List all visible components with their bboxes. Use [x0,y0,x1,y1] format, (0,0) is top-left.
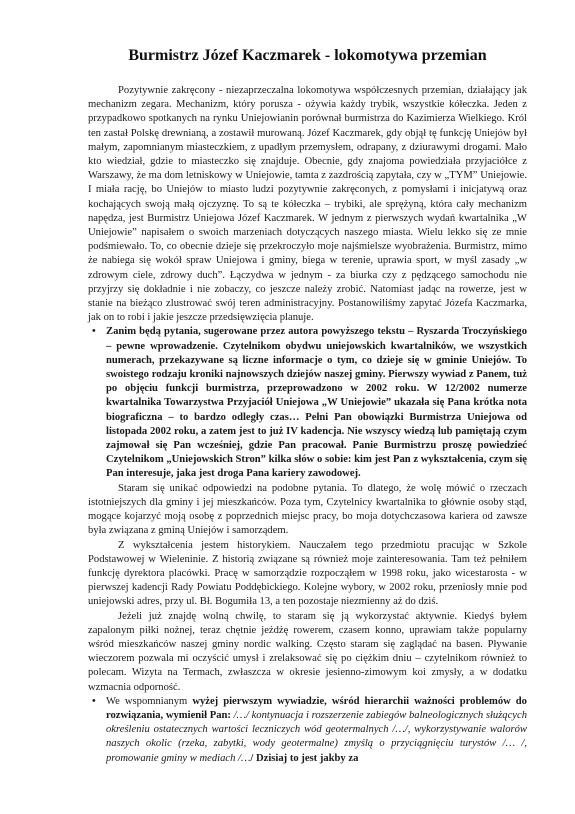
question-list-2 [88,695,527,766]
answer-paragraph-3: Jeżeli już znajdę wolną chwilę, to staram się ją wykorzystać aktywnie. Kiedyś byłem zapalonym piłki nożnej, teraz chętnie jeżdżę rowerem, czasem konno, uprawiam także popularny wśród mieszkańców naszej gminy nordic walking. Często staram się zaglądać na basen. Pływanie wieczorem pozwala mi oczyścić umysł i zrelaksować się po ciężkim dniu – czytelnikom również to polecam. Wizyta na Termach, zwłaszcza w okresie jesienno-zimowym koi zmysły, a w dodatku wzmacnia odporność. [88,610,527,693]
question-2-tail: / Dzisiaj to jest jakby za [250,752,359,764]
answer-paragraph-1: Staram się unikać odpowiedzi na podobne pytania. To dlatego, że wolę mówić o rzeczach istotniejszych dla gminy i jej mieszkańców. Poza tym, Czytelnicy kwartalnika to głównie osoby stąd, mogące kojarzyć moją osobę z poprzednich miejsc pracy, bo moja dotychczasowa kariera od zawsze była związana z gminą Uniejów i samorządem. [88,482,527,537]
question-2 [106,695,527,766]
question-2-quote: /…/ kontynuacja i rozszerzenie zabiegów balneologicznych służących określeniu ostatecznych wartości leczniczych wód geotermalnych /…/, wykorzystywanie walorów naszych okolic (rzeka, zabytki, wody geotermalne) zmyślą o przyciągnięciu turystów /… /, promowanie gminy w mediach /… [106,709,528,764]
question-1-body: – pewne wprowadzenie. Czytelnikom obydwu uniejowskich kwartalników, we wszystkich numerach, przekazywane są liczne informacje o tym, co dzieje się w gminie Uniejów. To swoistego rodzaju kroniki najnowszych dziejów naszej gminy. Pierwszy wywiad z Panem, tuż po objęciu funkcji burmistrza, przeprowadzono w 2002 roku. W 12/2002 numerze kwartalnika Towarzystwa Przyjaciół Uniejowa „W Uniejowie” ukazała się Pana krótka nota biograficzna – to bardzo odległy czas… Pełni Pan obowiązki Burmistrza Uniejowa od listopada 2002 roku, a zatem jest to już IV kadencja. Nie wszyscy wiedzą lub pamiętają czym zajmował się Pan wcześniej, gdzie Pan pracował. Panie Burmistrzu proszę powiedzieć Czytelnikom „Uniejowskich Stron” kilka słów o sobie: kim jest Pan z wykształcenia, czym się Pan interesuje, jaka jest droga Pana kariery zawodowej. [106,340,527,480]
article-title: Burmistrz Józef Kaczmarek - lokomotywa przemian [128,47,487,64]
question-list-1 [88,325,527,481]
question-1 [106,325,527,481]
question-2-lead: wyżej pierwszym wywiadzie, wśród hierarchii ważności problemów do rozwiązania, wymienił Pan: [106,695,527,721]
answer-paragraph-2: Z wykształcenia jestem historykiem. Nauczałem tego przedmiotu pracując w Szkole Podstawowej w Wieleninie. Z historią związane są również moje zainteresowania. Tam też pełniłem funkcję dyrektora placówki. Pracę w samorządzie rozpocząłem w 1998 roku, jako wicestarosta - w pierwszej kadencji Rady Powiatu Poddębickiego. Kolejne wybory, w 2002 roku, przeniosły mnie pod uniejowski adres, przy ul. Bł. Bogumiła 13, a ten pozostaje niezmienny aż do dziś. [88,539,527,608]
question-2-pre: We wspomnianym [106,695,193,707]
question-1-lead: Zanim będą pytania, sugerowane przez autora powyższego tekstu – Ryszarda Troczyńskiego [106,326,527,338]
intro-paragraph: Pozytywnie zakręcony - niezaprzeczalna lokomotywa współczesnych przemian, działający jak mechanizm zegara. Mechanizm, który porusza - ożywia każdy trybik, wszystkie kółeczka. Jeden z przypadkowo spotkanych na rynku Uniejowianin porównał burmistrza do Kazimierza Wielkiego. Król ten zastał Polskę drewnianą, a zostawił murowaną. Józef Kaczmarek, gdy objął tę funkcję Uniejów był małym, zapomnianym miasteczkiem, z upadłym przemysłem, odrapany, z dziurawymi drogami. Mało kto wiedział, gdzie to miasteczko się znajduje. Obecnie, gdy znajoma powiedziała przyjaciółce z Warszawy, że ma dom letniskowy w Uniejowie, tamta z zazdrością zapytała, czy w „TYM” Uniejowie. I miała rację, bo Uniejów to miasto ludzi pozytywnie zakręconych, z pomysłami i inicjatywą oraz kochających swoją małą ojczyznę. To są te kółeczka – trybiki, ale sprężyną, która cały mechanizm napędza, jest Burmistrz Uniejowa Józef Kaczmarek. W jednym z pierwszych wydań kwartalnika „W Uniejowie” napisałem o swoich marzeniach dotyczących naszego miasta. Wielu lekko się ze mnie podśmiewało. To, co obecnie dzieje się przekroczyło moje najśmielsze wyobrażenia. Burmistrz, mimo że nabiega się wokół spraw Uniejowa i gminy, biega w terenie, uprawia sport, w myśl zasady „w zdrowym ciele, zdrowy duch”. Łączydwa w jednym - za biurka czy z pędzącego samochodu nie przyjrzy się dokładnie i nie zobaczy, co jeszcze należy zrobić. Natomiast jadąc na rowerze, jest w stanie na bieżąco zlustrować swój teren administracyjny. Postanowiliśmy zapytać Józefa Kaczmarka, jak on to robi i jakie jeszcze przedsięwzięcia planuje. [88,85,527,324]
